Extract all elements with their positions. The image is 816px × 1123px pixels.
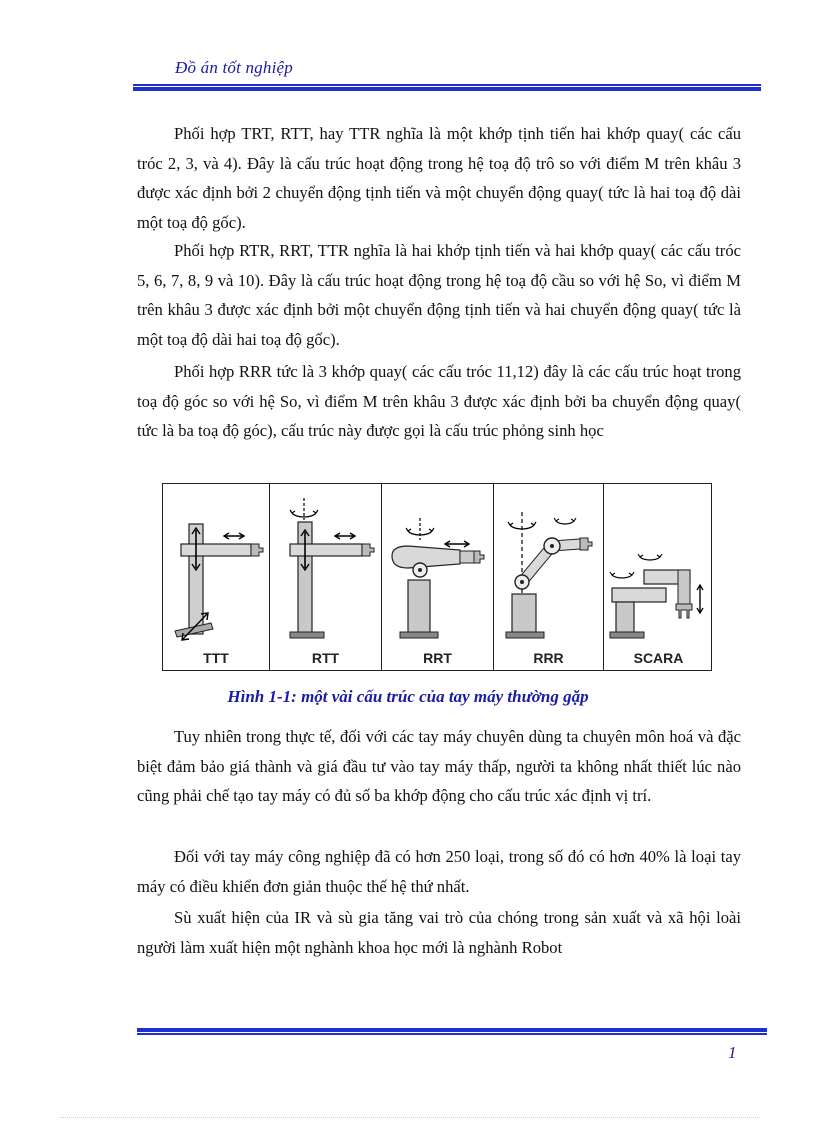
panel-label-ttt: TTT <box>203 650 229 666</box>
paragraph-1: Phối hợp TRT, RTT, hay TTR nghĩa là một khớp tịnh tiến hai khớp quay( các cấu tróc 2, 3, và 4). Đây là cấu trúc hoạt động trong hệ toạ độ trô so với điểm M trên khâu 3 được xác định bởi 2 chuyển động tịnh tiến và một chuyển động quay( tức là hai toạ độ dài một toạ độ gốc). <box>137 124 741 232</box>
paragraph-6: Sù xuất hiện của IR và sù gia tăng vai trò của chóng trong sản xuất và xã hội loài người làm xuất hiện một nghành khoa học mới là nghành Robot <box>137 908 741 957</box>
rrr-robot-diagram <box>494 484 604 672</box>
panel-label-scara: SCARA <box>633 650 684 666</box>
footer-rule-thick <box>137 1028 767 1032</box>
figure-robot-structures <box>162 483 712 671</box>
page-number: 1 <box>728 1043 737 1062</box>
paragraph-5: Đối với tay máy công nghiệp đã có hơn 250 loại, trong số đó có hơn 40% là loại tay máy có điều khiển đơn giản thuộc thế hệ thứ nhất. <box>137 847 741 896</box>
ttt-robot-diagram <box>163 484 269 672</box>
page-header-title: Đồ án tốt nghiệp <box>175 58 293 77</box>
panel-label-rtt: RTT <box>311 650 340 666</box>
figure-panel-rtt <box>269 484 381 670</box>
header-rule-thick <box>133 87 761 91</box>
figure-caption: Hình 1-1: một vài cấu trúc của tay máy thường gặp <box>227 687 589 706</box>
panel-label-rrt: RRT <box>423 650 452 666</box>
paragraph-4: Tuy nhiên trong thực tế, đối với các tay máy chuyên dùng ta chuyên môn hoá và đặc biệt đảm bảo giá thành và giá đầu tư vào tay máy thấp, người ta không nhất thiết lúc nào cũng phải chế tạo tay máy có đủ số ba khớp động cho cấu trúc xác định vị trí. <box>137 727 741 805</box>
footer-rule-thin <box>137 1033 767 1035</box>
panel-label-rrr: RRR <box>533 650 564 666</box>
scara-robot-diagram <box>604 484 714 672</box>
paragraph-3: Phối hợp RRR tức là 3 khớp quay( các cấu tróc 11,12) đây là các cấu trúc hoạt trong toạ độ góc so với hệ So, vì điểm M trên khâu 3 được xác định bởi ba chuyển động quay( tức là ba toạ độ góc), cấu trúc này được gọi là cấu trúc phỏng sinh học <box>137 362 741 440</box>
figure-panel-rrt <box>381 484 493 670</box>
paragraph-2: Phối hợp RTR, RRT, TTR nghĩa là hai khớp tịnh tiến và hai khớp quay( các cấu tróc 5, 6, 7, 8, 9 và 10). Đây là cấu trúc hoạt động trong hệ toạ độ cầu so với hệ So, vì điểm M trên khâu 3 được xác định bởi một chuyển động tịnh tiến và hai chuyển động quay( tức là một toạ độ dài hai toạ độ gốc). <box>137 241 741 349</box>
rtt-robot-diagram <box>270 484 382 672</box>
rrt-robot-diagram <box>382 484 494 672</box>
figure-panel-ttt <box>163 484 269 670</box>
header-rule-thin <box>133 84 761 86</box>
figure-panel-scara <box>603 484 713 670</box>
page-edge-dotted-line <box>60 1117 760 1118</box>
figure-panel-rrr <box>493 484 603 670</box>
